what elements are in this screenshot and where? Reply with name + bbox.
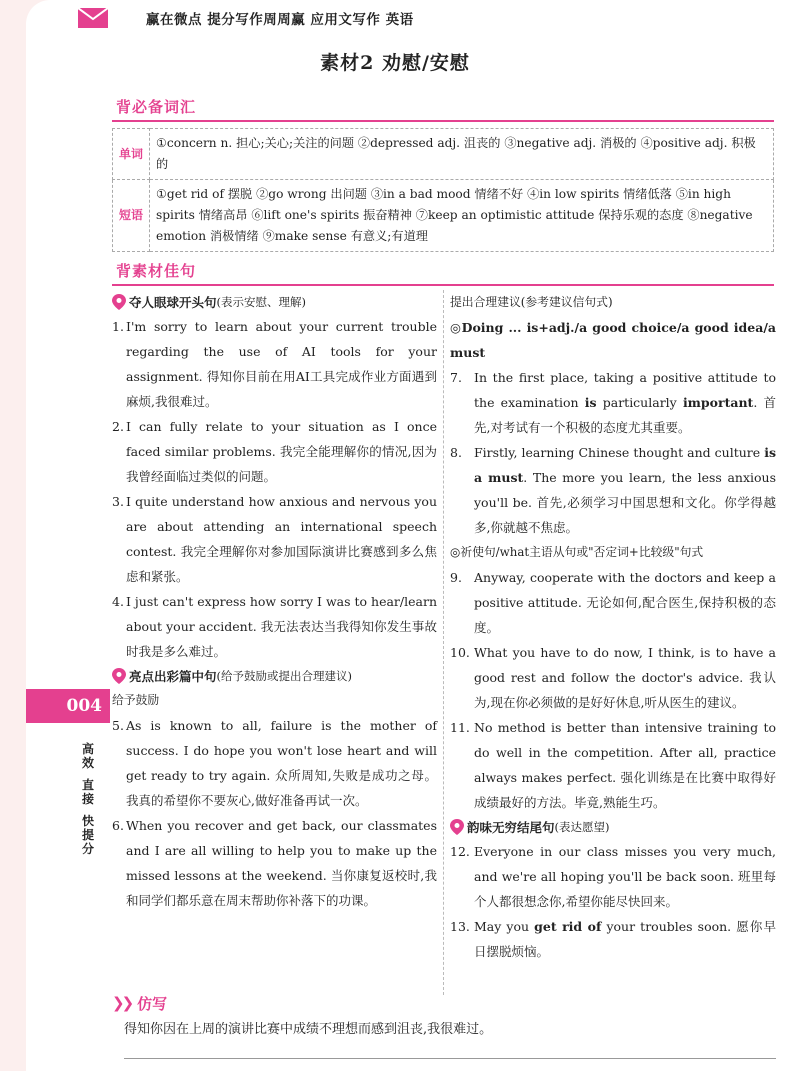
vocab-phrases-text: ①get rid of 摆脱 ②go wrong 出问题 ③in a bad mood 情绪不好 ④in low spirits 情绪低落 ⑤in high spirits 情绪高昂 ⑥lift one's spirits 振奋精神 ⑦keep an optimistic attitude 保持乐观的态度 ⑧negative emotion 消极情绪 ⑨make sense 有意义;有道理 (150, 180, 774, 252)
vocab-words-text: ①concern n. 担心;关心;关注的问题 ②depressed adj. 沮丧的 ③negative adj. 消极的 ④positive adj. 积极的 (150, 129, 774, 180)
category-suggestion: 提出合理建议(参考建议信句式) (450, 295, 613, 309)
list-item (450, 565, 776, 640)
category-encouragement: 给予鼓励 (112, 693, 160, 707)
right-column (450, 290, 776, 964)
practice-prompt: 得知你因在上周的演讲比赛中成绩不理想而感到沮丧,我很难过。 (124, 1022, 493, 1037)
list-item: 8. Firstly, learning Chinese thought and culture is a must. The more you learn, the less anxious you'll be. 首先,必须学习中国思想和文化。你学得越多,你就越不焦虑。 (450, 445, 776, 535)
list-item: 12. Everyone in our class misses you very much, and we're all hoping you'll be back soon. 班里每个人都很想念你,希望你能尽快回来。 (450, 844, 776, 909)
double-chevron-icon: ❯❯ (112, 994, 132, 1012)
item-number: 9. (450, 570, 462, 585)
item-text: I can fully relate to your situation as I once faced similar problems. 我完全能理解你的情况,因为我曾经面临过类似的问题。 (126, 419, 437, 484)
header-series-title: 赢在微点 提分写作周周赢 应用文写作 英语 (146, 12, 414, 28)
pattern-imperative: ◎祈使句/what主语从句或"否定词+比较级"句式 (450, 545, 704, 559)
item-text: I'm sorry to learn about your current trouble regarding the use of AI tools for your assignment. 得知你目前在用AI工具完成作业方面遇到麻烦,我很难过。 (126, 319, 437, 409)
left-column (112, 290, 437, 913)
list-item (112, 314, 437, 414)
location-pin-icon (450, 819, 464, 835)
location-pin-icon (112, 294, 126, 310)
item-text: No method is better than intensive training to do well in the competition. After all, practice always makes perfect. 强化训练是在比赛中取得好成绩最好的方法。毕竟,熟能生巧。 (474, 720, 776, 810)
item-text: Anyway, cooperate with the doctors and keep a positive attitude. 无论如何,配合医生,保持积极的态度。 (474, 570, 776, 635)
item-number: 4. (112, 594, 124, 609)
list-item (112, 489, 437, 589)
list-item (112, 414, 437, 489)
item-number: 11. (450, 720, 470, 735)
list-opening-sentences (112, 314, 437, 664)
side-slogan: 高 效 直 接 快 提 分 (81, 742, 94, 856)
item-text: When you recover and get back, our classmates and I are all willing to help you to make up the missed lessons at the weekend. 当你康复返校时,我和同学们都乐意在周末帮助你补落下的功课。 (126, 818, 437, 908)
subheading-body: 亮点出彩篇中句 (给予鼓励或提出合理建议) (112, 664, 437, 688)
vocab-row-words (113, 129, 774, 180)
item-text: I just can't express how sorry I was to hear/learn about your accident. 我无法表达当我得知你发生事故时我是多么难过。 (126, 594, 437, 659)
item-number: 2. (112, 419, 124, 434)
item-number: 1. (112, 319, 124, 334)
vocab-row-phrases (113, 180, 774, 252)
item-text: As is known to all, failure is the mother of success. I do hope you won't lose heart and will get ready to try again. 众所周知,失败是成功之母。我真的希望你不要灰心,做好准备再试一次。 (126, 718, 437, 808)
page-number-tab: 004 (26, 689, 110, 723)
item-number: 10. (450, 645, 470, 660)
practice-heading: ❯❯ 仿写 (112, 994, 168, 1013)
section-heading-sentences: 背素材佳句 (112, 260, 774, 286)
pattern-doing-is: ◎Doing ... is+adj./a good choice/a good idea/a must (450, 320, 776, 360)
subheading-opening: 夺人眼球开头句 (表示安慰、理解) (112, 290, 437, 314)
list-imperative-sentences (450, 565, 776, 815)
item-number: 5. (112, 718, 124, 733)
list-item: 7. In the first place, taking a positive attitude to the examination is particularly important. 首先,对考试有一个积极的态度尤其重要。 (450, 370, 776, 435)
vocab-label-words: 单词 (113, 129, 150, 180)
section-heading-vocab: 背必备词汇 (112, 96, 774, 122)
item-number: 3. (112, 494, 124, 509)
list-item (112, 589, 437, 664)
list-encouragement-sentences (112, 713, 437, 913)
list-item: 13. May you get rid of your troubles soon. 愿你早日摆脱烦恼。 (450, 919, 776, 959)
item-text: I quite understand how anxious and nervous you are about attending an international speech contest. 我完全理解你对参加国际演讲比赛感到多么焦虑和紧张。 (126, 494, 437, 584)
page-title: 素材2 劝慰/安慰 (320, 52, 470, 74)
vocab-label-phrases: 短语 (113, 180, 150, 252)
answer-line (124, 1058, 776, 1059)
list-item (112, 713, 437, 813)
list-item (112, 813, 437, 913)
list-item (450, 640, 776, 715)
column-divider (443, 290, 444, 995)
vocab-table (112, 128, 774, 252)
item-number: 6. (112, 818, 124, 833)
location-pin-icon (112, 668, 126, 684)
subheading-ending: 韵味无穷结尾句 (表达愿望) (450, 815, 776, 839)
list-item (450, 715, 776, 815)
item-text: What you have to do now, I think, is to have a good rest and follow the doctor's advice. 我认为,现在你必须做的是好好休息,听从医生的建议。 (474, 645, 776, 710)
envelope-icon (78, 8, 108, 28)
